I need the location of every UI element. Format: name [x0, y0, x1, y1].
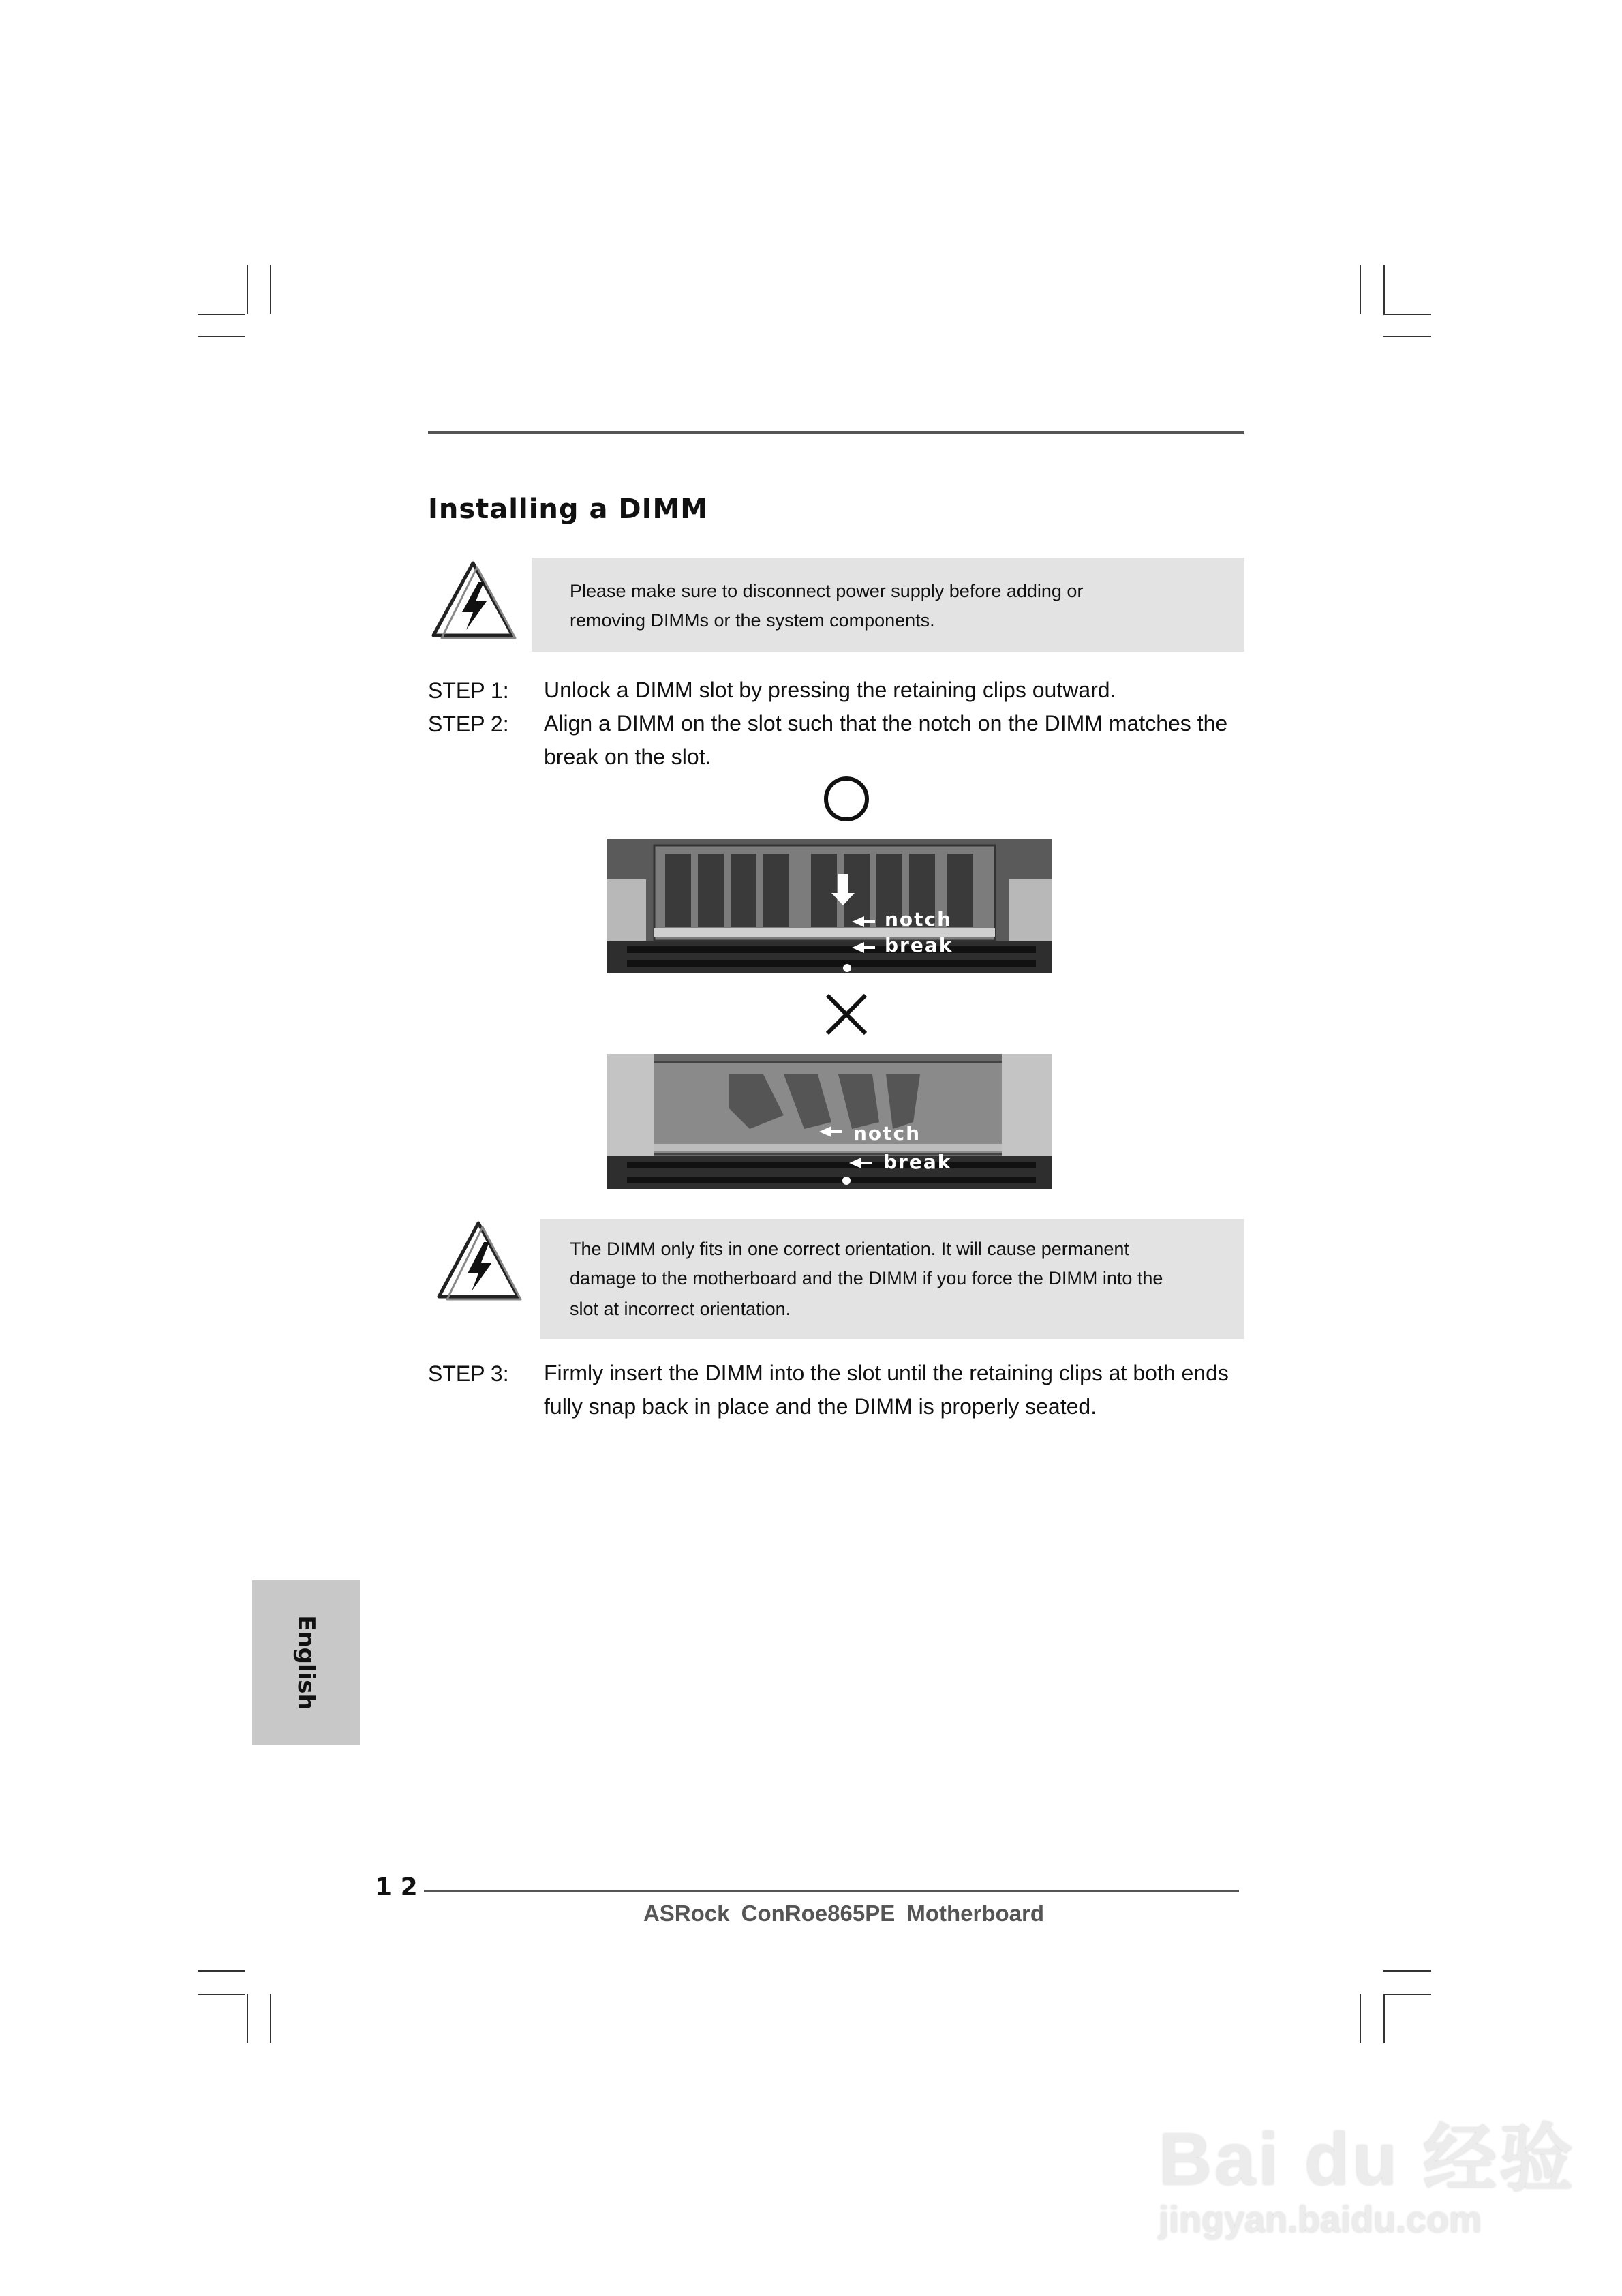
break-label: break [885, 934, 953, 956]
crop-mark [198, 314, 245, 315]
crop-mark [198, 1994, 245, 1995]
dimm-incorrect-photo [607, 1054, 1052, 1189]
footer-title: ASRock ConRoe865PE Motherboard [643, 1901, 1045, 1926]
crop-mark [247, 1994, 248, 2043]
break-label: break [883, 1151, 952, 1173]
crop-mark [1383, 1994, 1431, 1995]
crop-mark [1383, 265, 1385, 314]
crop-mark [1383, 1994, 1385, 2043]
caution-text-line: damage to the motherboard and the DIMM if you force the DIMM into the [570, 1268, 1163, 1288]
step-text: break on the slot. [544, 744, 711, 769]
notch-label: notch [853, 1122, 921, 1145]
crop-mark [270, 1994, 271, 2043]
step-label: STEP 3: [428, 1361, 509, 1386]
step-label: STEP 2: [428, 712, 509, 736]
language-side-tab [252, 1580, 360, 1745]
warning-icon [436, 1219, 523, 1307]
step-text: fully snap back in place and the DIMM is properly seated. [544, 1394, 1097, 1419]
footer-rule [424, 1890, 1239, 1892]
language-label: English [292, 1615, 320, 1710]
caution-text-line: The DIMM only fits in one correct orientation. It will cause permanent [570, 1239, 1129, 1259]
watermark-url: jingyan.baidu.com [1159, 2199, 1482, 2240]
incorrect-cross-mark [822, 990, 871, 1042]
crop-mark [198, 336, 245, 337]
page-number: 1 2 [375, 1873, 418, 1901]
crop-mark [247, 265, 248, 314]
crop-mark [270, 265, 271, 314]
step-text: Align a DIMM on the slot such that the notch on the DIMM matches the [544, 711, 1228, 736]
step-text: Unlock a DIMM slot by pressing the retaining clips outward. [544, 678, 1116, 702]
step-text: Firmly insert the DIMM into the slot until the retaining clips at both ends [544, 1361, 1229, 1385]
crop-mark [198, 1970, 245, 1972]
warning-icon [431, 559, 518, 644]
watermark-brand: Bai du 经验 [1159, 2117, 1576, 2200]
crop-mark [1383, 1970, 1431, 1972]
caution-text-line: slot at incorrect orientation. [570, 1299, 791, 1319]
header-rule [428, 431, 1244, 434]
caution-text-line: removing DIMMs or the system components. [570, 610, 935, 631]
notch-label: notch [885, 908, 953, 931]
caution-text-line: Please make sure to disconnect power supply before adding or [570, 581, 1084, 601]
dimm-correct-photo [607, 839, 1052, 973]
crop-mark [1360, 265, 1361, 314]
crop-mark [1383, 314, 1431, 315]
crop-mark [1360, 1994, 1361, 2043]
correct-circle-mark [822, 774, 871, 827]
crop-mark [1383, 336, 1431, 337]
step-label: STEP 1: [428, 678, 509, 703]
section-title: Installing a DIMM [428, 494, 709, 525]
